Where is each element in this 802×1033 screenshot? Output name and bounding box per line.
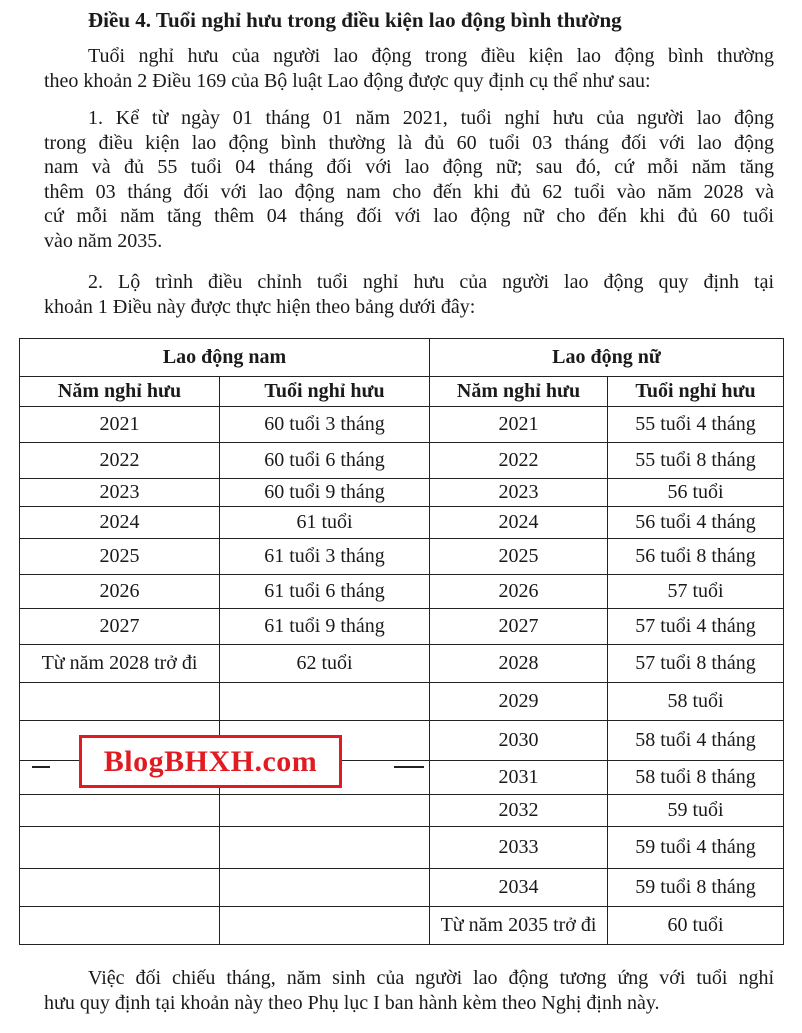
col-header-female-age: Tuổi nghỉ hưu (608, 377, 784, 407)
male-age-cell: 61 tuổi 6 tháng (220, 575, 430, 609)
male-year-cell: 2026 (20, 575, 220, 609)
female-year-cell: 2028 (430, 645, 608, 683)
male-age-cell: 61 tuổi 3 tháng (220, 539, 430, 575)
clause-2-line: khoản 1 Điều này được thực hiện theo bảng dưới đây: (44, 295, 476, 318)
col-header-male-year: Năm nghỉ hưu (20, 377, 220, 407)
clause-1-line: trong điều kiện lao động bình thường là đủ 60 tuổi 03 tháng đối với lao động (44, 131, 774, 154)
female-age-cell: 60 tuổi (608, 907, 784, 945)
female-year-cell: 2032 (430, 795, 608, 827)
male-year-cell: 2023 (20, 479, 220, 507)
male-year-cell (20, 795, 220, 827)
male-age-cell (220, 827, 430, 869)
dash-mark (32, 766, 50, 768)
table-body (20, 407, 784, 945)
table-row (20, 609, 784, 645)
male-year-cell (20, 683, 220, 721)
female-age-cell: 56 tuổi 4 tháng (608, 507, 784, 539)
table-row (20, 827, 784, 869)
male-year-cell (20, 827, 220, 869)
watermark-badge (79, 735, 342, 788)
clause-2-paragraph (44, 270, 774, 319)
clause-1-line: 1. Kể từ ngày 01 tháng 01 năm 2021, tuổi nghỉ hưu của người lao động (88, 107, 774, 129)
female-year-cell: 2026 (430, 575, 608, 609)
group-header-row (20, 339, 784, 377)
female-year-cell: 2022 (430, 443, 608, 479)
intro-line: theo khoản 2 Điều 169 của Bộ luật Lao động được quy định cụ thể như sau: (44, 69, 651, 92)
male-year-cell (20, 907, 220, 945)
female-year-cell: 2031 (430, 761, 608, 795)
female-year-cell: 2030 (430, 721, 608, 761)
clause-2-line: 2. Lộ trình điều chỉnh tuổi nghỉ hưu của người lao động quy định tại (88, 271, 774, 293)
table-row (20, 575, 784, 609)
watermark-text: BlogBHXH.com (103, 744, 318, 778)
male-year-cell: 2022 (20, 443, 220, 479)
male-age-cell: 60 tuổi 3 tháng (220, 407, 430, 443)
clause-1-paragraph (44, 106, 774, 253)
footer-line: Việc đối chiếu tháng, năm sinh của người lao động tương ứng với tuổi nghỉ (88, 967, 774, 989)
female-year-cell: 2021 (430, 407, 608, 443)
group-header-male: Lao động nam (20, 339, 430, 377)
female-age-cell: 58 tuổi 4 tháng (608, 721, 784, 761)
male-age-cell (220, 869, 430, 907)
female-age-cell: 56 tuổi (608, 479, 784, 507)
female-year-cell: 2033 (430, 827, 608, 869)
male-year-cell: 2027 (20, 609, 220, 645)
column-header-row (20, 377, 784, 407)
female-age-cell: 58 tuổi (608, 683, 784, 721)
table-row (20, 907, 784, 945)
male-year-cell: Từ năm 2028 trở đi (20, 645, 220, 683)
clause-1-line: nam và đủ 55 tuổi 04 tháng đối với lao động nữ; sau đó, cứ mỗi năm tăng (44, 156, 774, 178)
female-age-cell: 57 tuổi (608, 575, 784, 609)
female-year-cell: 2024 (430, 507, 608, 539)
male-age-cell (220, 795, 430, 827)
dash-mark (394, 766, 424, 768)
article-heading: Điều 4. Tuổi nghỉ hưu trong điều kiện lao động bình thường (88, 8, 622, 32)
male-age-cell (220, 683, 430, 721)
female-year-cell: 2029 (430, 683, 608, 721)
table-row (20, 407, 784, 443)
female-age-cell: 56 tuổi 8 tháng (608, 539, 784, 575)
intro-line: Tuổi nghỉ hưu của người lao động trong điều kiện lao động bình thường (88, 45, 774, 67)
male-year-cell: 2024 (20, 507, 220, 539)
male-age-cell: 60 tuổi 6 tháng (220, 443, 430, 479)
table-row (20, 869, 784, 907)
female-age-cell: 58 tuổi 8 tháng (608, 761, 784, 795)
female-year-cell: 2023 (430, 479, 608, 507)
male-age-cell: 61 tuổi (220, 507, 430, 539)
male-year-cell: 2025 (20, 539, 220, 575)
female-age-cell: 59 tuổi 4 tháng (608, 827, 784, 869)
male-age-cell (220, 907, 430, 945)
male-year-cell (20, 869, 220, 907)
clause-1-line: vào năm 2035. (44, 229, 163, 252)
table-row (20, 443, 784, 479)
footer-paragraph (44, 966, 774, 1015)
table-row (20, 683, 784, 721)
female-age-cell: 55 tuổi 8 tháng (608, 443, 784, 479)
female-age-cell: 59 tuổi 8 tháng (608, 869, 784, 907)
clause-1-line: thêm 03 tháng đối với lao động nam cho đến khi đủ 62 tuổi vào năm 2028 và (44, 180, 774, 203)
table-row (20, 645, 784, 683)
col-header-male-age: Tuổi nghỉ hưu (220, 377, 430, 407)
female-year-cell: 2025 (430, 539, 608, 575)
col-header-female-year: Năm nghỉ hưu (430, 377, 608, 407)
retirement-age-table (19, 338, 784, 945)
table-row (20, 539, 784, 575)
table-row (20, 507, 784, 539)
female-age-cell: 55 tuổi 4 tháng (608, 407, 784, 443)
group-header-female: Lao động nữ (430, 339, 784, 377)
male-age-cell: 60 tuổi 9 tháng (220, 479, 430, 507)
table-row (20, 479, 784, 507)
female-year-cell: 2034 (430, 869, 608, 907)
female-age-cell: 57 tuổi 8 tháng (608, 645, 784, 683)
male-year-cell: 2021 (20, 407, 220, 443)
female-age-cell: 57 tuổi 4 tháng (608, 609, 784, 645)
female-year-cell: Từ năm 2035 trở đi (430, 907, 608, 945)
female-age-cell: 59 tuổi (608, 795, 784, 827)
footer-line: hưu quy định tại khoản này theo Phụ lục I ban hành kèm theo Nghị định này. (44, 991, 660, 1014)
table-row (20, 795, 784, 827)
male-age-cell: 62 tuổi (220, 645, 430, 683)
male-age-cell: 61 tuổi 9 tháng (220, 609, 430, 645)
clause-1-line: cứ mỗi năm tăng thêm 04 tháng đối với lao động nữ cho đến khi đủ 60 tuổi (44, 205, 774, 227)
intro-paragraph (44, 44, 774, 93)
female-year-cell: 2027 (430, 609, 608, 645)
